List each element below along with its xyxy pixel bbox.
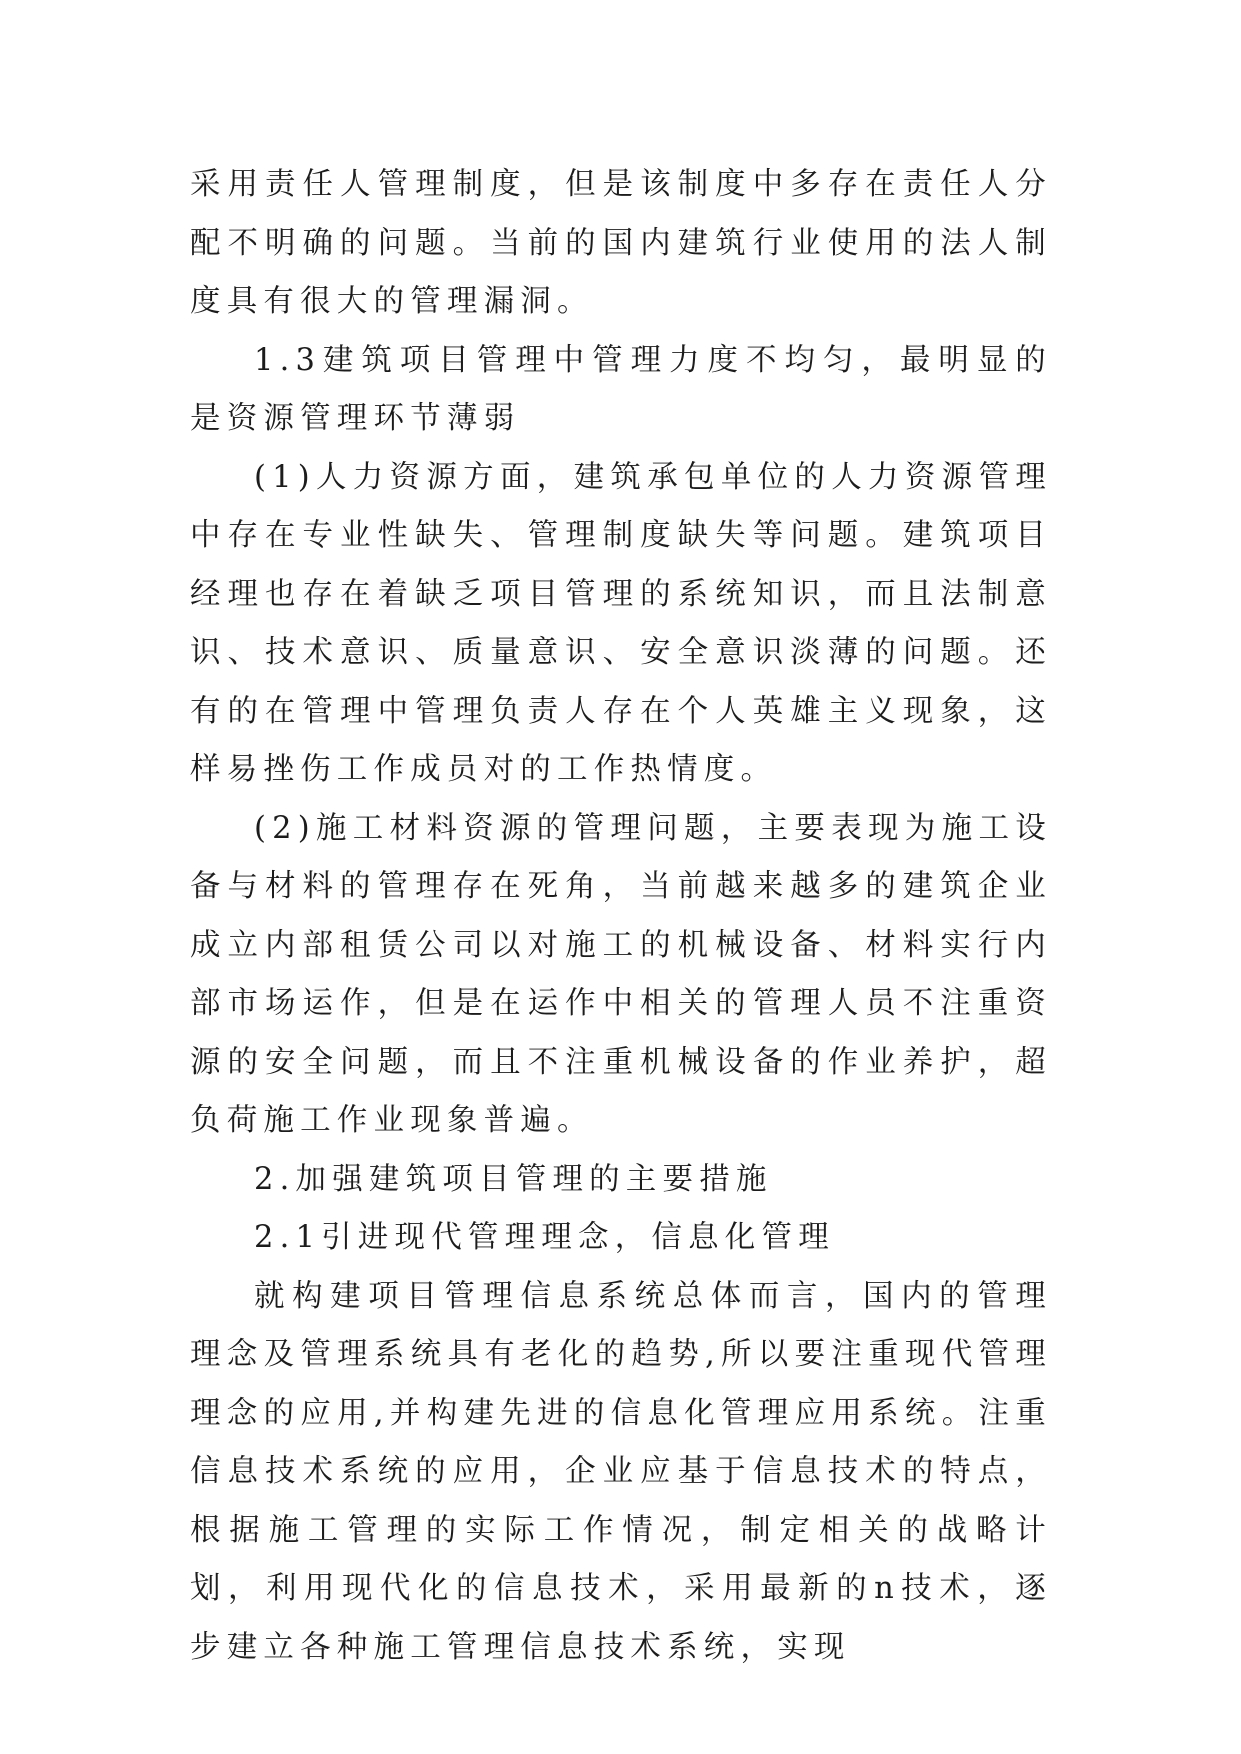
section-heading-2: 2.加强建筑项目管理的主要措施 bbox=[254, 1161, 773, 1197]
paragraph-information-system: 就构建项目管理信息系统总体而言，国内的管理理念及管理系统具有老化的趋势,所以要注重现代管理理念的应用,并构建先进的信息化管理应用系统。注重信息技术系统的应用，企业应基于信息技术的特点，根据施工管理的实际工作情况，制定相关的战略计划，利用现代化的信息技术，采用最新的n技术，逐步建立各种施工管理信息技术系统，实现 bbox=[190, 1278, 1052, 1665]
paragraph-human-resources: (1)人力资源方面，建筑承包单位的人力资源管理中存在专业性缺失、管理制度缺失等问题。建筑项目经理也存在着缺乏项目管理的系统知识，而且法制意识、技术意识、质量意识、安全意识淡薄的问题。还有的在管理中管理负责人存在个人英雄主义现象，这样易挫伤工作成员对的工作热情度。 bbox=[190, 459, 1052, 787]
section-heading-1-3: 1.3建筑项目管理中管理力度不均匀，最明显的是资源管理环节薄弱 bbox=[190, 342, 1052, 436]
section-heading-2-1: 2.1引进现代管理理念，信息化管理 bbox=[254, 1220, 835, 1255]
paragraph-materials-resources: (2)施工材料资源的管理问题，主要表现为施工设备与材料的管理存在死角，当前越来越多的建筑企业成立内部租赁公司以对施工的机械设备、材料实行内部市场运作，但是在运作中相关的管理人员不注重资源的安全问题，而且不注重机械设备的作业养护，超负荷施工作业现象普遍。 bbox=[190, 810, 1052, 1138]
paragraph-responsibility-system: 采用责任人管理制度，但是该制度中多存在责任人分配不明确的问题。当前的国内建筑行业使用的法人制度具有很大的管理漏洞。 bbox=[190, 167, 1052, 319]
document-body bbox=[190, 156, 1052, 1677]
